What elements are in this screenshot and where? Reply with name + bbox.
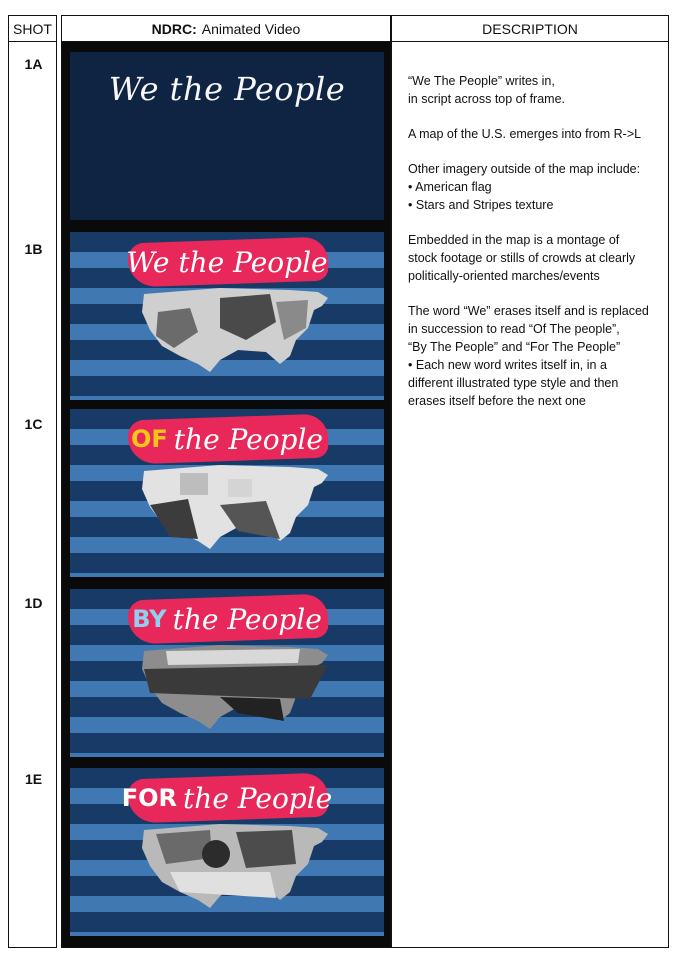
desc-line: erases itself before the next one bbox=[408, 394, 586, 408]
frame-1a bbox=[70, 52, 384, 220]
description-column bbox=[391, 42, 669, 948]
shot-label-1c: 1C bbox=[24, 416, 43, 432]
desc-line: politically-oriented marches/events bbox=[408, 269, 600, 283]
header-video bbox=[61, 15, 391, 42]
shot-label-1b: 1B bbox=[24, 241, 43, 257]
header-video-type: Animated Video bbox=[201, 20, 301, 37]
header-video-client: NDRC: bbox=[151, 20, 197, 37]
header-description-label: DESCRIPTION bbox=[482, 20, 578, 37]
frame-1d-script: the People bbox=[172, 602, 322, 636]
frame-1c bbox=[70, 409, 384, 577]
desc-line: The word “We” erases itself and is replaced bbox=[408, 304, 649, 318]
frame-1b-script: We the People bbox=[126, 245, 328, 279]
frame-1e-word: FOR bbox=[121, 784, 178, 812]
frame-1b bbox=[70, 232, 384, 400]
desc-list-item: • American flag bbox=[408, 178, 663, 196]
desc-bullet-block: • Each new word writes itself in, in a different illustrated type style and then erases itself before the next one bbox=[408, 358, 619, 408]
desc-line: stock footage or stills of crowds at clearly bbox=[408, 251, 636, 265]
desc-line: A map of the U.S. emerges into from R->L bbox=[408, 127, 642, 141]
desc-line: “By The People” and “For The People” bbox=[408, 340, 621, 354]
frame-1a-headline: We the People bbox=[108, 70, 346, 108]
shot-label-1d: 1D bbox=[24, 595, 43, 611]
desc-paragraph-5 bbox=[408, 302, 663, 356]
shot-column bbox=[8, 42, 57, 948]
frame-1e-script: the People bbox=[183, 781, 333, 815]
header-description bbox=[391, 15, 669, 42]
desc-line: in script across top of frame. bbox=[408, 92, 566, 106]
frame-1c-word: OF bbox=[130, 425, 168, 453]
desc-line: “We The People” writes in, bbox=[408, 74, 555, 88]
desc-line: in succession to read “Of The people”, bbox=[408, 322, 620, 336]
frame-1d-word: BY bbox=[132, 605, 167, 633]
desc-paragraph-2 bbox=[408, 125, 663, 143]
desc-line: Each new word writes itself in, in a bbox=[415, 358, 607, 372]
desc-line: Other imagery outside of the map include: bbox=[408, 162, 641, 176]
header-shot-label: SHOT bbox=[13, 20, 52, 37]
header-shot bbox=[8, 15, 57, 42]
frame-1e bbox=[70, 768, 384, 936]
frame-1b-phrase bbox=[70, 240, 384, 284]
desc-list-item: • Stars and Stripes texture bbox=[408, 196, 663, 214]
frame-1d bbox=[70, 589, 384, 757]
desc-paragraph-1 bbox=[408, 72, 663, 108]
frame-1e-phrase bbox=[70, 776, 384, 820]
frame-1c-phrase bbox=[70, 417, 384, 461]
description-text bbox=[408, 72, 663, 410]
frame-1d-phrase bbox=[70, 597, 384, 641]
shot-label-1a: 1A bbox=[24, 56, 43, 72]
video-column bbox=[61, 42, 391, 948]
desc-imagery-list bbox=[408, 178, 663, 214]
desc-paragraph-4 bbox=[408, 231, 663, 285]
storyboard-sheet bbox=[8, 15, 669, 948]
desc-paragraph-3 bbox=[408, 160, 663, 178]
shot-label-1e: 1E bbox=[24, 771, 43, 787]
frame-1c-script: the People bbox=[173, 422, 323, 456]
desc-line: different illustrated type style and then bbox=[408, 376, 619, 390]
desc-line: Embedded in the map is a montage of bbox=[408, 233, 620, 247]
